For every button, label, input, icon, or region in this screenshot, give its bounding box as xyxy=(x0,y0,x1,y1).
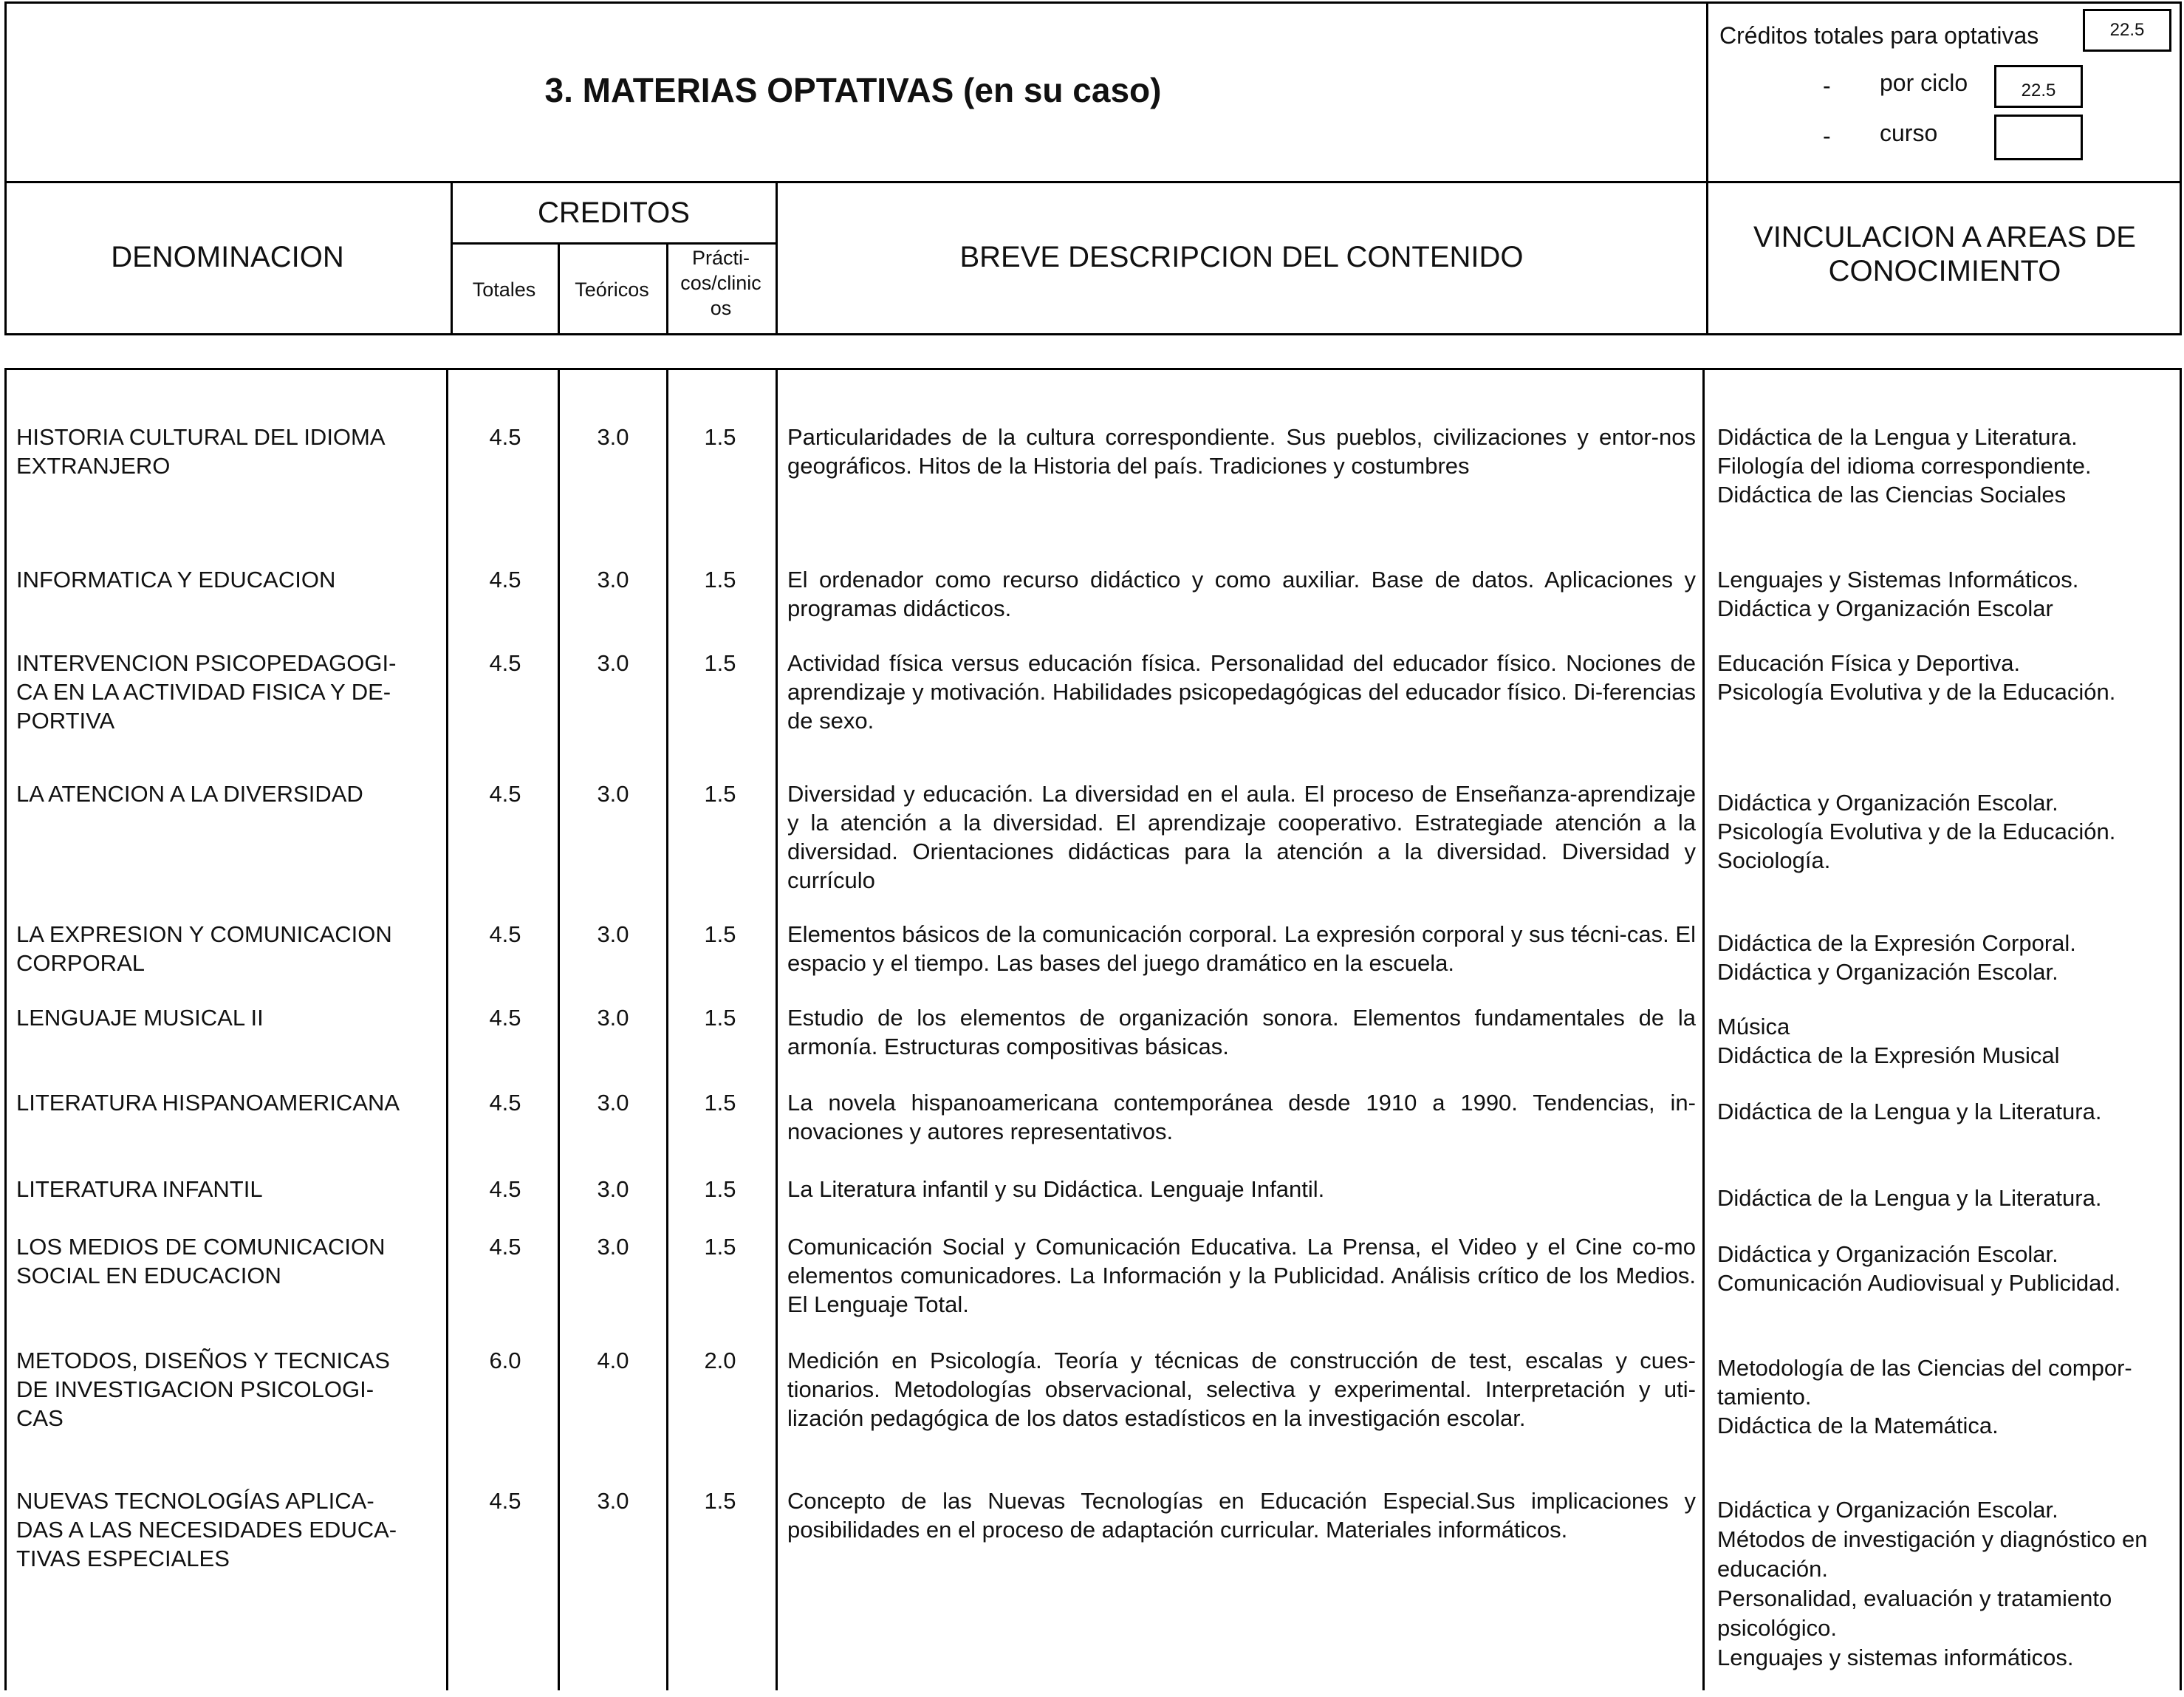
header-vinculacion: VINCULACION A AREAS DE CONOCIMIENTO xyxy=(1753,221,2136,287)
header-totales: Totales xyxy=(472,279,536,301)
row-practicos: 1.5 xyxy=(704,424,736,450)
creditos-totales-field[interactable]: 22.5 xyxy=(2083,9,2171,52)
row-teoricos: 4.0 xyxy=(597,1348,629,1373)
header-practicos: Prácti- cos/clinic os xyxy=(680,247,761,319)
row-totales: 4.5 xyxy=(489,781,521,807)
row-description: Concepto de las Nuevas Tecnologías en Educación Especial.Sus implicaciones y posibilidades en el proceso de adaptación curricular. Materiales informáticos. xyxy=(787,1488,1696,1543)
row-areas: Metodología de las Ciencias del compor- tamiento. Didáctica de la Matemática. xyxy=(1717,1355,2132,1438)
row-areas: Didáctica de la Expresión Corporal. Didáctica y Organización Escolar. xyxy=(1717,930,2076,985)
row-name: LITERATURA INFANTIL xyxy=(16,1176,263,1202)
row-name: LITERATURA HISPANOAMERICANA xyxy=(16,1090,400,1116)
row-teoricos: 3.0 xyxy=(597,921,629,947)
header-teoricos: Teóricos xyxy=(575,279,649,301)
row-name: INFORMATICA Y EDUCACION xyxy=(16,567,336,593)
row-totales: 4.5 xyxy=(489,567,521,593)
row-name: NUEVAS TECNOLOGÍAS APLICA- DAS A LAS NECESIDADES EDUCA- TIVAS ESPECIALES xyxy=(16,1488,397,1571)
por-ciclo-label: por ciclo xyxy=(1880,69,1968,96)
row-practicos: 1.5 xyxy=(704,1234,736,1260)
row-description: Elementos básicos de la comunicación corporal. La expresión corporal y sus técni-cas. El espacio y el tiempo. Las bases del juego dramático en la escuela. xyxy=(787,921,1696,976)
row-totales: 4.5 xyxy=(489,1005,521,1031)
row-areas: Didáctica y Organización Escolar. Psicología Evolutiva y de la Educación. Sociología. xyxy=(1717,790,2116,873)
row-name: LOS MEDIOS DE COMUNICACION SOCIAL EN EDUCACION xyxy=(16,1234,386,1288)
page-title: 3. MATERIAS OPTATIVAS (en su caso) xyxy=(544,71,1162,109)
row-name: METODOS, DISEÑOS Y TECNICAS DE INVESTIGACION PSICOLOGI- CAS xyxy=(16,1348,390,1431)
row-practicos: 1.5 xyxy=(704,650,736,676)
row-areas: Didáctica de la Lengua y Literatura. Filología del idioma correspondiente. Didáctica de las Ciencias Sociales xyxy=(1717,424,2092,508)
row-description: Estudio de los elementos de organización sonora. Elementos fundamentales de la armonía. Estructuras compositivas básicas. xyxy=(787,1005,1696,1059)
row-areas: Didáctica y Organización Escolar. Métodos de investigación y diagnóstico en educación. Personalidad, evaluación y tratamiento psicológico. Lenguajes y sistemas informáticos. xyxy=(1717,1497,2148,1670)
body-divider-4 xyxy=(776,368,778,1690)
row-practicos: 1.5 xyxy=(704,1090,736,1116)
header-denominacion: DENOMINACION xyxy=(111,241,344,273)
row-practicos: 2.0 xyxy=(704,1348,736,1373)
header-descripcion: BREVE DESCRIPCION DEL CONTENIDO xyxy=(959,241,1524,273)
row-areas: Educación Física y Deportiva. Psicología Evolutiva y de la Educación. xyxy=(1717,650,2116,705)
row-description: Diversidad y educación. La diversidad en el aula. El proceso de Enseñanza-aprendizaje y la atención a la diversidad. El aprendizaje cooperativo. Estrategiade atención a la diversidad. Orientaciones didácticas para la atención a la diversidad. Diversidad y currículo xyxy=(787,781,1696,893)
por-ciclo-field[interactable]: 22.5 xyxy=(1994,65,2083,108)
header-creditos: CREDITOS xyxy=(538,197,690,229)
curso-label: curso xyxy=(1880,120,1938,146)
row-totales: 4.5 xyxy=(489,1176,521,1202)
row-practicos: 1.5 xyxy=(704,921,736,947)
row-name: LA ATENCION A LA DIVERSIDAD xyxy=(16,781,363,807)
body-right-rule xyxy=(2180,368,2182,1690)
creditos-subdivider xyxy=(451,242,777,245)
row-practicos: 1.5 xyxy=(704,567,736,593)
row-name: HISTORIA CULTURAL DEL IDIOMA EXTRANJERO xyxy=(16,424,386,479)
row-areas: Didáctica de la Lengua y la Literatura. xyxy=(1717,1099,2102,1124)
row-practicos: 1.5 xyxy=(704,1005,736,1031)
header-divider xyxy=(4,181,2182,183)
row-totales: 6.0 xyxy=(489,1348,521,1373)
curso-dash: - xyxy=(1823,123,1831,149)
row-name: INTERVENCION PSICOPEDAGOGI- CA EN LA ACTIVIDAD FISICA Y DE- PORTIVA xyxy=(16,650,397,734)
row-teoricos: 3.0 xyxy=(597,1488,629,1514)
row-name: LENGUAJE MUSICAL II xyxy=(16,1005,264,1031)
row-areas: Didáctica y Organización Escolar. Comunicación Audiovisual y Publicidad. xyxy=(1717,1241,2121,1296)
row-areas: Música Didáctica de la Expresión Musical xyxy=(1717,1014,2060,1068)
row-description: Medición en Psicología. Teoría y técnicas de construcción de test, escalas y cues-tionarios. Metodologías observacional, selectiva y experimental. Interpretación y uti-lización pedagógica de los datos estadísticos en la investigación escolar. xyxy=(787,1348,1696,1431)
row-description: El ordenador como recurso didáctico y como auxiliar. Base de datos. Aplicaciones y programas didácticos. xyxy=(787,567,1696,621)
body-divider-5 xyxy=(1702,368,1705,1690)
curso-field[interactable] xyxy=(1994,115,2083,160)
row-totales: 4.5 xyxy=(489,650,521,676)
row-practicos: 1.5 xyxy=(704,781,736,807)
row-teoricos: 3.0 xyxy=(597,1234,629,1260)
row-description: La novela hispanoamericana contemporánea desde 1910 a 1990. Tendencias, in-novaciones y autores representativos. xyxy=(787,1090,1696,1144)
row-areas: Lenguajes y Sistemas Informáticos. Didáctica y Organización Escolar xyxy=(1717,567,2079,621)
row-areas: Didáctica de la Lengua y la Literatura. xyxy=(1717,1185,2102,1211)
row-teoricos: 3.0 xyxy=(597,1090,629,1116)
row-teoricos: 3.0 xyxy=(597,1176,629,1202)
row-teoricos: 3.0 xyxy=(597,424,629,450)
row-description: Particularidades de la cultura correspondiente. Sus pueblos, civilizaciones y entor-nos geográficos. Hitos de la Historia del país. Tradiciones y costumbres xyxy=(787,424,1696,479)
row-practicos: 1.5 xyxy=(704,1488,736,1514)
row-totales: 4.5 xyxy=(489,1090,521,1116)
creditos-totales-label: Créditos totales para optativas xyxy=(1719,22,2039,49)
row-teoricos: 3.0 xyxy=(597,781,629,807)
body-divider-2 xyxy=(558,368,560,1690)
body-top-rule xyxy=(4,368,2182,370)
row-totales: 4.5 xyxy=(489,424,521,450)
row-totales: 4.5 xyxy=(489,1488,521,1514)
row-totales: 4.5 xyxy=(489,1234,521,1260)
row-name: LA EXPRESION Y COMUNICACION CORPORAL xyxy=(16,921,392,976)
row-description: Actividad física versus educación física. Personalidad del educador físico. Nociones de aprendizaje y motivación. Habilidades psicopedagógicas del educador físico. Di-ferencias de sexo. xyxy=(787,650,1696,734)
row-totales: 4.5 xyxy=(489,921,521,947)
row-teoricos: 3.0 xyxy=(597,650,629,676)
body-left-rule xyxy=(4,368,7,1690)
row-practicos: 1.5 xyxy=(704,1176,736,1202)
row-description: Comunicación Social y Comunicación Educativa. La Prensa, el Video y el Cine co-mo elementos comunicadores. La Información y la Publicidad. Análisis crítico de los Medios. El Lenguaje Total. xyxy=(787,1234,1696,1317)
row-teoricos: 3.0 xyxy=(597,1005,629,1031)
por-ciclo-dash: - xyxy=(1823,72,1831,99)
row-description: La Literatura infantil y su Didáctica. Lenguaje Infantil. xyxy=(787,1176,1325,1202)
row-teoricos: 3.0 xyxy=(597,567,629,593)
body-divider-1 xyxy=(446,368,448,1690)
